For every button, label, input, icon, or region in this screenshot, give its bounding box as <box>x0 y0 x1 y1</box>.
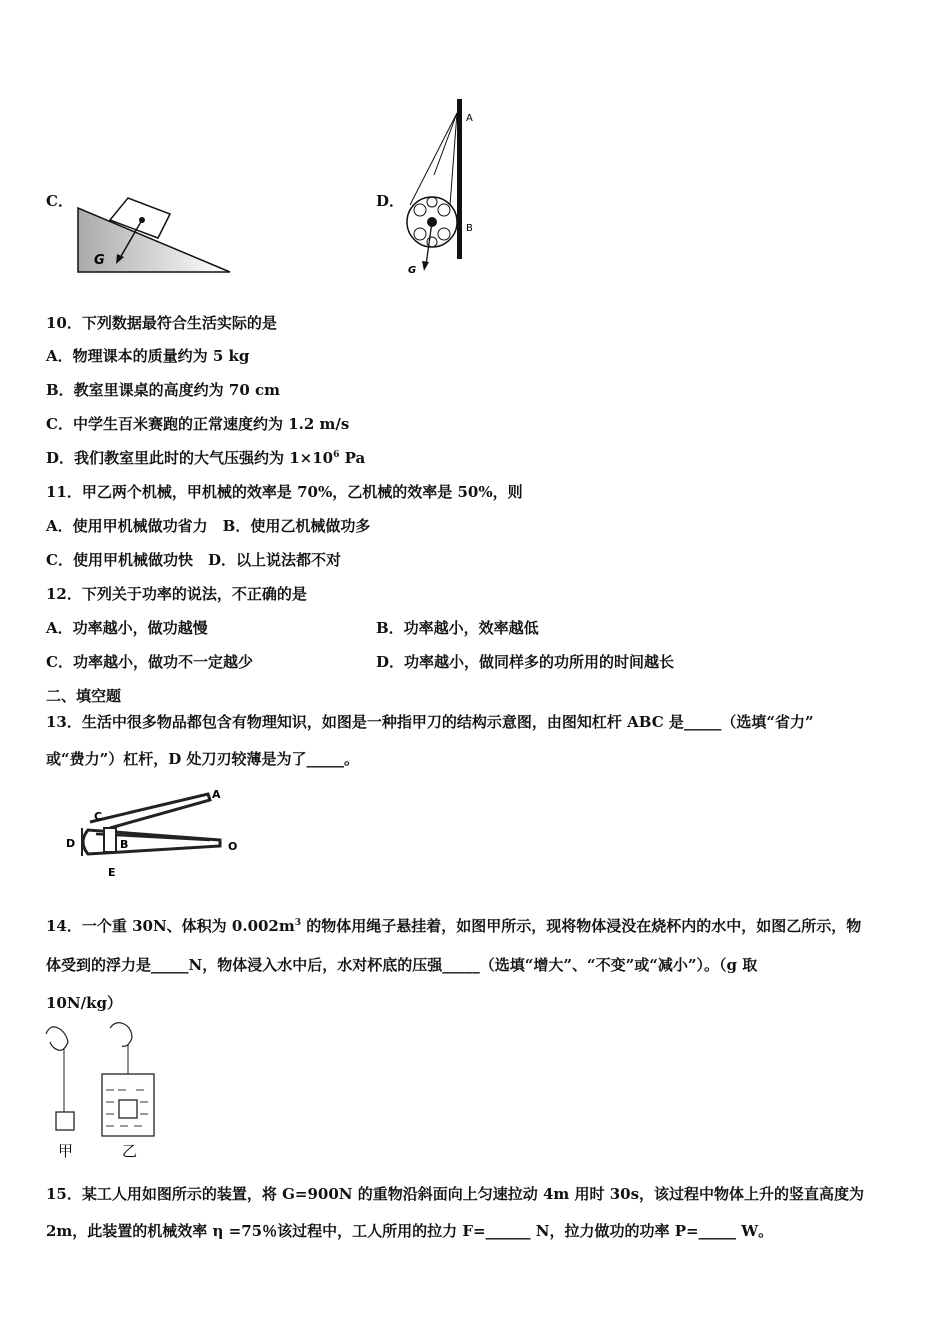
ball-force-label: G <box>408 265 417 276</box>
q15-line-2: 2m，此装置的机械效率 η =75％该过程中，工人所用的拉力 F=______ N，拉力做功的功率 P=_____ W。 <box>46 1222 774 1240</box>
svg-text:O: O <box>228 840 238 853</box>
svg-text:A: A <box>212 788 221 801</box>
svg-text:C: C <box>94 810 103 823</box>
point-a-label: A <box>466 113 473 124</box>
svg-text:B: B <box>120 838 129 851</box>
hanging-ball-figure <box>400 95 490 280</box>
option-c-label: C． <box>46 192 73 210</box>
q11-stem: 11．甲乙两个机械，甲机械的效率是 70%，乙机械的效率是 50%，则 <box>46 483 523 501</box>
label-yi: 乙 <box>122 1142 138 1160</box>
q12-stem: 12．下列关于功率的说法，不正确的是 <box>46 585 307 603</box>
q12-option-a: A．功率越小，做功越慢 <box>46 619 208 637</box>
q10-option-d: D．我们教室里此时的大气压强约为 $1\times 10^6$ Pa <box>46 449 366 467</box>
svg-text:E: E <box>108 866 116 879</box>
q14-line-3: 10N/kg） <box>46 994 122 1012</box>
q11-options-cd: C．使用甲机械做功快 D．以上说法都不对 <box>46 551 341 569</box>
q12-option-b: B．功率越小，效率越低 <box>376 619 539 637</box>
q10-stem: 10．下列数据最符合生活实际的是 <box>46 314 277 332</box>
q12-option-c: C．功率越小，做功不一定越少 <box>46 653 253 671</box>
section-title: 二、填空题 <box>46 687 122 705</box>
incline-figure <box>70 190 240 280</box>
point-b-label: B <box>466 223 473 234</box>
q15-line-1: 15．某工人用如图所示的装置，将 G=900N 的重物沿斜面向上匀速拉动 4m 用时 30s，该过程中物体上升的竖直高度为 <box>46 1185 865 1203</box>
q14-line-2: 体受到的浮力是_____N，物体浸入水中后，水对杯底的压强_____（选填“增大”、“不变”或“减小”）。（g 取 <box>46 956 758 974</box>
nail-clipper-figure <box>60 782 250 882</box>
q13-line-1: 13．生活中很多物品都包含有物理知识，如图是一种指甲刀的结构示意图，由图知杠杆 ABC 是_____（选填“省力” <box>46 713 814 731</box>
option-d-label: D． <box>376 192 405 210</box>
q12-option-d: D．功率越小，做同样多的功所用的时间越长 <box>376 653 675 671</box>
q13-line-2: 或“费力”）杠杆，D 处刀刃较薄是为了_____。 <box>46 750 359 768</box>
svg-text:D: D <box>66 837 76 850</box>
q10-option-b: B．教室里课桌的高度约为 70 cm <box>46 381 281 399</box>
q11-options-ab: A．使用甲机械做功省力 B．使用乙机械做功多 <box>46 517 371 535</box>
buoyancy-figure <box>40 1018 180 1168</box>
incline-force-label: G <box>94 253 105 268</box>
q14-line-1: 14．一个重 30N、体积为 $0.002m^3$ 的物体用绳子悬挂着，如图甲所示，现将物体浸没在烧杯内的水中，如图乙所示，物 <box>46 917 862 935</box>
q10-option-c: C．中学生百米赛跑的正常速度约为 1.2 m/s <box>46 415 350 433</box>
q10-option-a: A．物理课本的质量约为 5 kg <box>46 347 250 365</box>
label-jia: 甲 <box>58 1142 74 1160</box>
